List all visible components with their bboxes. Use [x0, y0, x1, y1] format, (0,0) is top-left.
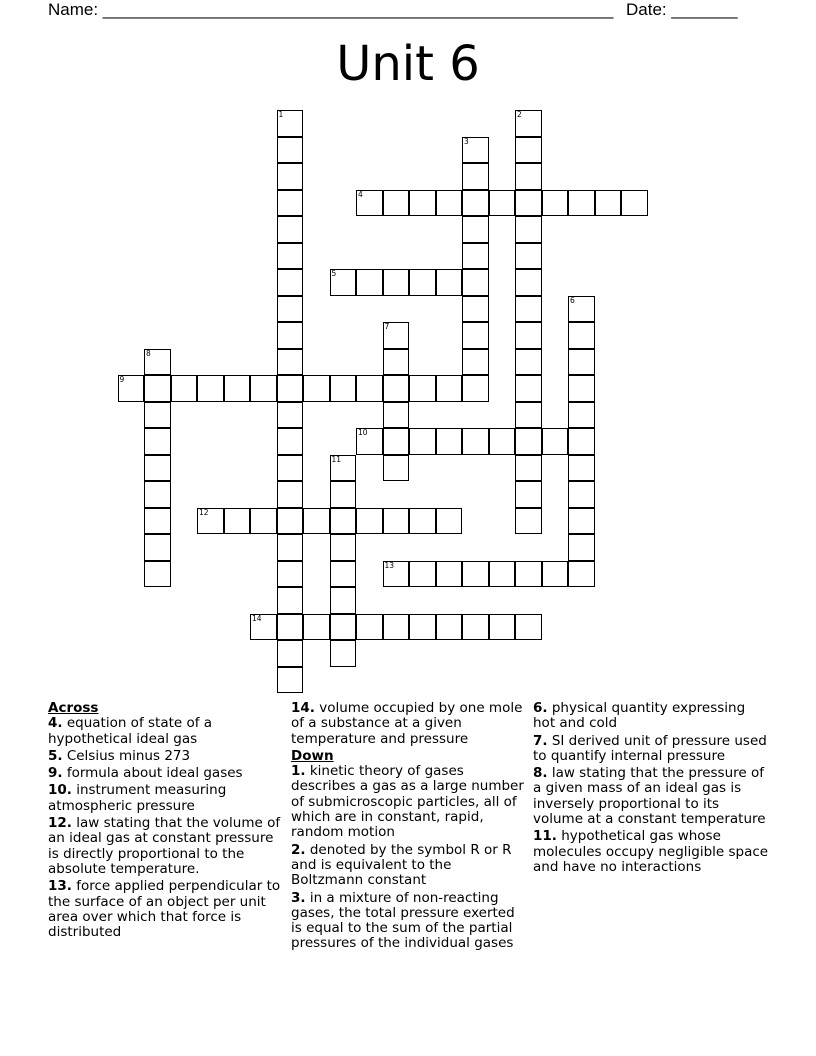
- crossword-cell[interactable]: [515, 190, 542, 217]
- crossword-cell[interactable]: [383, 508, 410, 535]
- crossword-cell[interactable]: [277, 667, 304, 694]
- crossword-cell[interactable]: [277, 110, 304, 137]
- clue-number-13: 13: [384, 560, 395, 570]
- clue-number-6: 6: [570, 295, 575, 305]
- clue-down-8: 8. law stating that the pressure of a given mass of an ideal gas is inversely proportional to its volume at a constant temperature: [533, 765, 766, 828]
- crossword-cell[interactable]: [383, 402, 410, 429]
- crossword-cell[interactable]: [409, 508, 436, 535]
- clues-column-2: [291, 701, 527, 954]
- crossword-cell[interactable]: [118, 375, 145, 402]
- crossword-cell[interactable]: [144, 402, 171, 429]
- crossword-cell[interactable]: [144, 349, 171, 376]
- crossword-cell[interactable]: [515, 508, 542, 535]
- crossword-cell[interactable]: [383, 614, 410, 641]
- crossword-cell[interactable]: [568, 455, 595, 482]
- crossword-cell[interactable]: [409, 614, 436, 641]
- crossword-cell[interactable]: [197, 508, 224, 535]
- crossword-cell[interactable]: [568, 190, 595, 217]
- clue-number-11: 11: [331, 454, 342, 464]
- crossword-cell[interactable]: [409, 561, 436, 588]
- crossword-cell[interactable]: [568, 322, 595, 349]
- clue-across-9: 9. formula about ideal gases: [48, 765, 243, 782]
- crossword-cell[interactable]: [277, 137, 304, 164]
- crossword-cell[interactable]: [330, 561, 357, 588]
- crossword-cell[interactable]: [515, 402, 542, 429]
- crossword-cell[interactable]: [568, 428, 595, 455]
- crossword-cell[interactable]: [568, 481, 595, 508]
- clue-down-11: 11. hypothetical gas whose molecules occupy negligible space and have no interactions: [533, 828, 769, 875]
- crossword-cell[interactable]: [383, 455, 410, 482]
- clue-number-2: 2: [517, 110, 522, 119]
- clue-number-5: 5: [331, 269, 337, 278]
- crossword-cell[interactable]: [409, 375, 436, 402]
- crossword-cell[interactable]: [330, 269, 357, 296]
- crossword-cell[interactable]: [515, 428, 542, 455]
- crossword-cell[interactable]: [250, 375, 277, 402]
- crossword-cell[interactable]: [330, 455, 357, 482]
- crossword-cell[interactable]: [462, 349, 489, 376]
- crossword-cell[interactable]: [250, 508, 277, 535]
- clue-number-7: 7: [384, 322, 390, 331]
- crossword-cell[interactable]: [436, 375, 463, 402]
- crossword-cell[interactable]: [144, 561, 171, 588]
- crossword-cell[interactable]: [515, 137, 542, 164]
- crossword-cell[interactable]: [568, 402, 595, 429]
- crossword-cell[interactable]: [436, 269, 463, 296]
- clue-across-12: 12. law stating that the volume of an ideal gas at constant pressure is directly proportional to the absolute temperature.: [48, 815, 281, 877]
- clue-down-1: 1. kinetic theory of gases describes a gas as a large number of submicroscopic particles, all of which are in constant, rapid, random motion: [291, 763, 524, 841]
- crossword-cell[interactable]: [568, 508, 595, 535]
- crossword-cell[interactable]: [303, 508, 330, 535]
- crossword-cell[interactable]: [568, 296, 595, 323]
- crossword-cell[interactable]: [383, 561, 410, 588]
- crossword-cell[interactable]: [144, 375, 171, 402]
- crossword-cell[interactable]: [277, 190, 304, 217]
- crossword-cell[interactable]: [171, 375, 198, 402]
- crossword-cell[interactable]: [462, 561, 489, 588]
- crossword-cell[interactable]: [436, 428, 463, 455]
- crossword-cell[interactable]: [515, 216, 542, 243]
- crossword-cell[interactable]: [277, 587, 304, 614]
- crossword-cell[interactable]: [568, 561, 595, 588]
- crossword-cell[interactable]: [462, 269, 489, 296]
- crossword-cell[interactable]: [489, 190, 516, 217]
- clue-across-10: 10. instrument measuring atmospheric pressure: [48, 782, 227, 814]
- crossword-cell[interactable]: [436, 614, 463, 641]
- crossword-cell[interactable]: [250, 614, 277, 641]
- crossword-cell[interactable]: [515, 614, 542, 641]
- crossword-cell[interactable]: [356, 508, 383, 535]
- crossword-cell[interactable]: [462, 163, 489, 190]
- crossword-cell[interactable]: [515, 110, 542, 137]
- crossword-cell[interactable]: [144, 534, 171, 561]
- crossword-cell[interactable]: [330, 508, 357, 535]
- crossword-cell[interactable]: [277, 455, 304, 482]
- crossword-cell[interactable]: [383, 375, 410, 402]
- crossword-cell[interactable]: [277, 428, 304, 455]
- crossword-cell[interactable]: [383, 349, 410, 376]
- clues-column-3: [533, 701, 769, 877]
- crossword-cell[interactable]: [462, 296, 489, 323]
- crossword-cell[interactable]: [542, 561, 569, 588]
- crossword-cell[interactable]: [515, 455, 542, 482]
- crossword-cell[interactable]: [409, 269, 436, 296]
- clue-number-14: 14: [252, 613, 262, 623]
- crossword-cell[interactable]: [515, 296, 542, 323]
- clue-number-9: 9: [119, 375, 125, 384]
- date-field[interactable]: Date: _______: [626, 0, 738, 19]
- crossword-cell[interactable]: [277, 349, 304, 376]
- crossword-cell[interactable]: [277, 243, 304, 270]
- clues-column-1: [48, 701, 284, 942]
- crossword-cell[interactable]: [568, 534, 595, 561]
- crossword-cell[interactable]: [356, 190, 383, 217]
- crossword-cell[interactable]: [436, 508, 463, 535]
- crossword-cell[interactable]: [515, 243, 542, 270]
- crossword-cell[interactable]: [515, 375, 542, 402]
- crossword-cell[interactable]: [462, 216, 489, 243]
- crossword-cell[interactable]: [462, 428, 489, 455]
- crossword-cell[interactable]: [383, 269, 410, 296]
- crossword-cell[interactable]: [277, 269, 304, 296]
- crossword-cell[interactable]: [568, 349, 595, 376]
- crossword-cell[interactable]: [197, 375, 224, 402]
- crossword-cell[interactable]: [515, 163, 542, 190]
- clue-number-4: 4: [358, 189, 363, 199]
- crossword-cell[interactable]: [330, 375, 357, 402]
- clue-down-6: 6. physical quantity expressing hot and cold: [533, 700, 746, 732]
- crossword-cell[interactable]: [277, 375, 304, 402]
- crossword-cell[interactable]: [356, 614, 383, 641]
- down-heading: Down: [291, 747, 334, 764]
- clue-across-5: 5. Celsius minus 273: [48, 747, 191, 764]
- crossword-cell[interactable]: [277, 561, 304, 588]
- crossword-cell[interactable]: [330, 587, 357, 614]
- crossword-cell[interactable]: [383, 322, 410, 349]
- crossword-cell[interactable]: [277, 508, 304, 535]
- crossword-cell[interactable]: [144, 481, 171, 508]
- crossword-cell[interactable]: [462, 322, 489, 349]
- crossword-cell[interactable]: [515, 322, 542, 349]
- crossword-cell[interactable]: [224, 375, 251, 402]
- crossword-cell[interactable]: [277, 481, 304, 508]
- crossword-cell[interactable]: [542, 190, 569, 217]
- crossword-cell[interactable]: [330, 481, 357, 508]
- crossword-cell[interactable]: [542, 428, 569, 455]
- name-field[interactable]: Name: ______________________________________________________: [48, 0, 614, 19]
- clue-number-3: 3: [464, 136, 469, 146]
- crossword-cell[interactable]: [621, 190, 648, 217]
- crossword-cell[interactable]: [356, 269, 383, 296]
- crossword-cell[interactable]: [144, 455, 171, 482]
- crossword-cell[interactable]: [277, 402, 304, 429]
- clue-down-2: 2. denoted by the symbol R or R and is equivalent to the Boltzmann constant: [291, 841, 512, 889]
- crossword-cell[interactable]: [356, 375, 383, 402]
- clue-across-13: 13. force applied perpendicular to the surface of an object per unit area over which that force is distributed: [48, 878, 281, 941]
- crossword-cell[interactable]: [595, 190, 622, 217]
- crossword-cell[interactable]: [436, 190, 463, 217]
- clue-number-8: 8: [146, 348, 151, 358]
- crossword-cell[interactable]: [409, 190, 436, 217]
- crossword-cell[interactable]: [462, 375, 489, 402]
- crossword-cell[interactable]: [277, 614, 304, 641]
- crossword-cell[interactable]: [277, 296, 304, 323]
- crossword-cell[interactable]: [277, 216, 304, 243]
- crossword-cell[interactable]: [330, 614, 357, 641]
- crossword-cell[interactable]: [489, 428, 516, 455]
- crossword-cell[interactable]: [224, 508, 251, 535]
- crossword-cell[interactable]: [383, 190, 410, 217]
- crossword-cell[interactable]: [277, 640, 304, 667]
- crossword-cell[interactable]: [515, 561, 542, 588]
- crossword-cell[interactable]: [462, 614, 489, 641]
- crossword-cell[interactable]: [515, 481, 542, 508]
- crossword-cell[interactable]: [515, 269, 542, 296]
- clue-across-14: 14. volume occupied by one mole of a substance at a given temperature and pressure: [291, 700, 523, 747]
- clue-across-4: 4. equation of state of a hypothetical ideal gas: [48, 715, 213, 747]
- crossword-cell[interactable]: [462, 137, 489, 164]
- page-title: Unit 6: [336, 36, 480, 92]
- across-heading: Across: [48, 700, 99, 716]
- crossword-cell[interactable]: [277, 163, 304, 190]
- clue-down-7: 7. SI derived unit of pressure used to quantify internal pressure: [533, 732, 767, 764]
- crossword-cell[interactable]: [515, 349, 542, 376]
- crossword-cell[interactable]: [277, 322, 304, 349]
- crossword-cell[interactable]: [462, 243, 489, 270]
- crossword-cell[interactable]: [330, 640, 357, 667]
- crossword-cell[interactable]: [356, 428, 383, 455]
- crossword-cell[interactable]: [303, 375, 330, 402]
- crossword-cell[interactable]: [409, 428, 436, 455]
- crossword-cell[interactable]: [489, 614, 516, 641]
- crossword-cell[interactable]: [436, 561, 463, 588]
- crossword-cell[interactable]: [144, 508, 171, 535]
- crossword-cell[interactable]: [277, 534, 304, 561]
- crossword-cell[interactable]: [144, 428, 171, 455]
- crossword-cell[interactable]: [330, 534, 357, 561]
- clue-number-10: 10: [358, 428, 368, 437]
- clue-number-12: 12: [199, 507, 209, 517]
- clue-number-1: 1: [278, 110, 284, 119]
- crossword-cell[interactable]: [568, 375, 595, 402]
- crossword-cell[interactable]: [489, 561, 516, 588]
- crossword-cell[interactable]: [462, 190, 489, 217]
- clue-down-3: 3. in a mixture of non-reacting gases, the total pressure exerted is equal to the sum of the partial pressures of the individual gases: [291, 889, 515, 952]
- crossword-cell[interactable]: [303, 614, 330, 641]
- crossword-cell[interactable]: [383, 428, 410, 455]
